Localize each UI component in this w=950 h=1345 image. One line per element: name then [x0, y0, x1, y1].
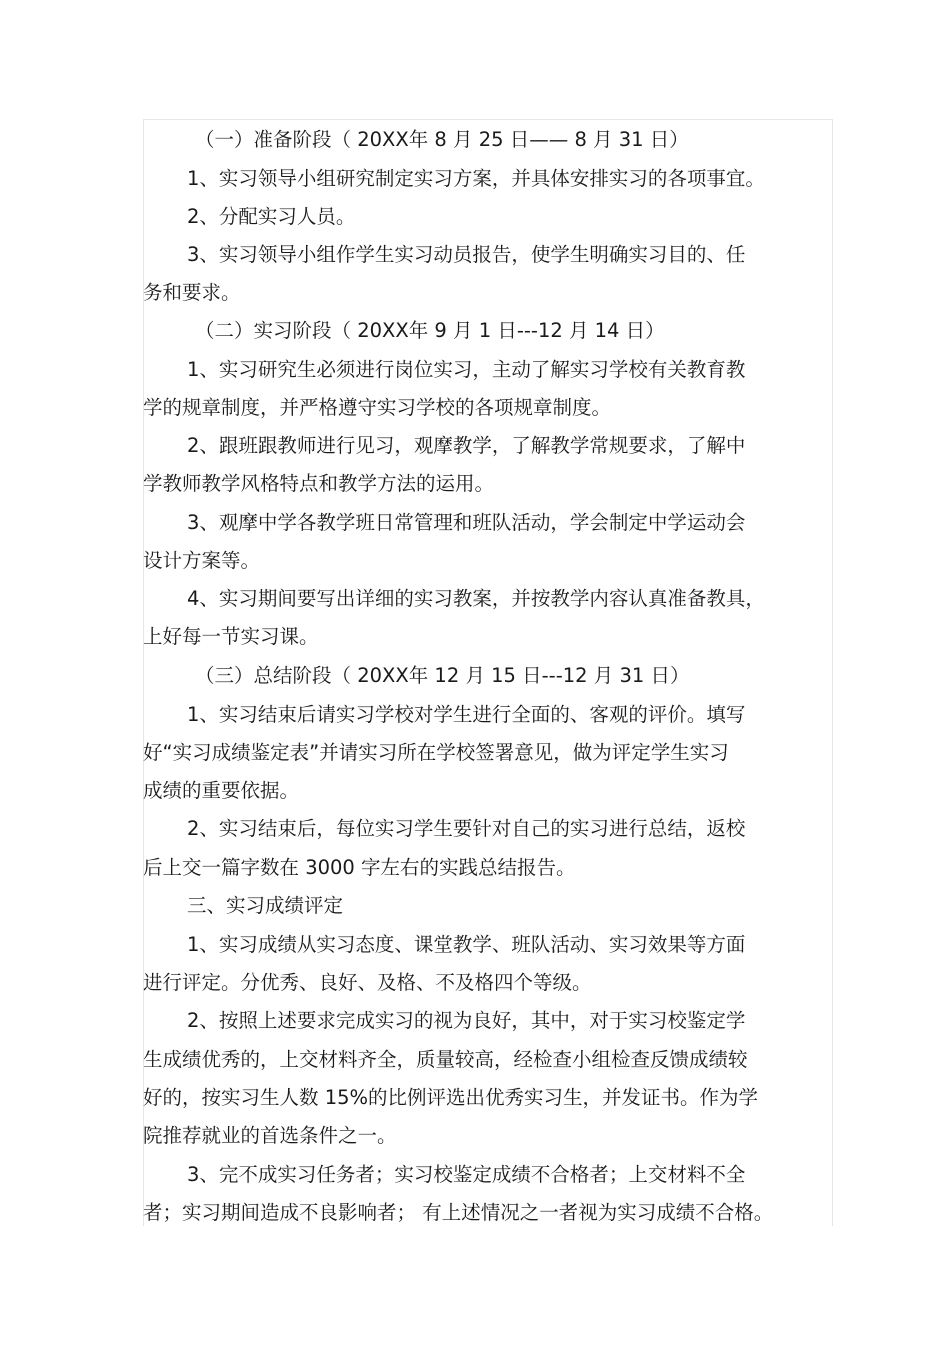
paragraph-line: 3、完不成实习任务者；实习校鉴定成绩不合格者；上交材料不全 — [187, 1163, 746, 1186]
paragraph-line: 3、实习领导小组作学生实习动员报告，使学生明确实习目的、任 — [187, 243, 746, 266]
paragraph-line: 者；实习期间造成不良影响者； 有上述情况之一者视为实习成绩不合格。 — [143, 1201, 774, 1224]
paragraph-line: 1、实习成绩从实习态度、课堂教学、班队活动、实习效果等方面 — [187, 933, 746, 956]
paragraph-line: 2、分配实习人员。 — [187, 205, 356, 228]
paragraph-line: 生成绩优秀的，上交材料齐全，质量较高，经检查小组检查反馈成绩较 — [143, 1048, 748, 1071]
paragraph-line: 院推荐就业的首选条件之一。 — [143, 1124, 397, 1147]
paragraph-line: 2、实习结束后，每位实习学生要针对自己的实习进行总结，返校 — [187, 817, 746, 840]
paragraph-line: 1、实习结束后请实习学校对学生进行全面的、客观的评价。填写 — [187, 703, 746, 726]
paragraph-line: 学教师教学风格特点和教学方法的运用。 — [143, 472, 495, 495]
paragraph-line: 成绩的重要依据。 — [143, 779, 300, 802]
paragraph-line: 1、实习领导小组研究制定实习方案，并具体安排实习的各项事宜。 — [187, 167, 765, 190]
paragraph-line: 好的，按实习生人数 15%的比例评选出优秀实习生，并发证书。作为学 — [143, 1086, 759, 1109]
section-heading-preparation: （一）准备阶段（ 20XX年 8 月 25 日—— 8 月 31 日） — [195, 128, 689, 151]
section-heading-evaluation: 三、实习成绩评定 — [187, 894, 344, 917]
paragraph-line: 4、实习期间要写出详细的实习教案，并按教学内容认真准备教具， — [187, 587, 765, 610]
paragraph-line: 3、观摩中学各教学班日常管理和班队活动，学会制定中学运动会 — [187, 511, 746, 534]
paragraph-line: 务和要求。 — [143, 281, 241, 304]
paragraph-line: 设计方案等。 — [143, 549, 261, 572]
paragraph-line: 好“实习成绩鉴定表”并请实习所在学校签署意见，做为评定学生实习 — [143, 741, 729, 764]
paragraph-line: 2、按照上述要求完成实习的视为良好，其中，对于实习校鉴定学 — [187, 1009, 746, 1032]
paragraph-line: 2、跟班跟教师进行见习，观摩教学，了解教学常规要求，了解中 — [187, 434, 746, 457]
section-heading-internship: （二）实习阶段（ 20XX年 9 月 1 日---12 月 14 日） — [195, 319, 665, 342]
paragraph-line: 上好每一节实习课。 — [143, 625, 319, 648]
section-heading-summary: （三）总结阶段（ 20XX年 12 月 15 日---12 月 31 日） — [195, 664, 690, 687]
paragraph-line: 后上交一篇字数在 3000 字左右的实践总结报告。 — [143, 856, 576, 879]
paragraph-line: 学的规章制度，并严格遵守实习学校的各项规章制度。 — [143, 396, 612, 419]
paragraph-line: 1、实习研究生必须进行岗位实习，主动了解实习学校有关教育教 — [187, 358, 746, 381]
paragraph-line: 进行评定。分优秀、良好、及格、不及格四个等级。 — [143, 971, 592, 994]
